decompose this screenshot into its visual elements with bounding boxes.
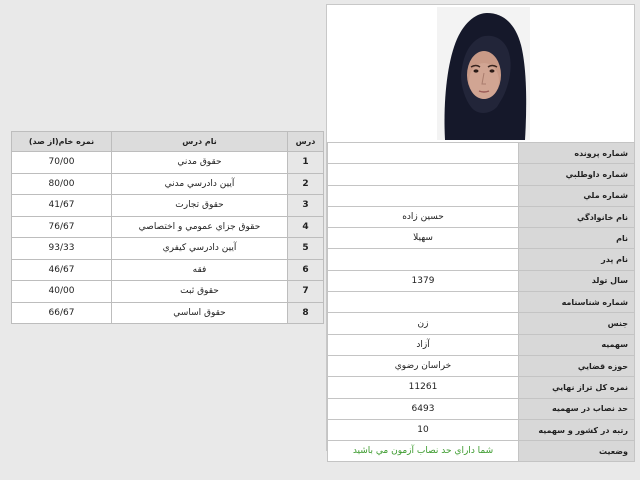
- score-cell: 46/67: [12, 259, 112, 281]
- candidate-number-value: [328, 164, 519, 185]
- quota-value: آزاد: [328, 334, 519, 355]
- final-total-score-value: 11261: [328, 377, 519, 398]
- info-row: [328, 164, 635, 185]
- score-cell: 40/00: [12, 281, 112, 303]
- id-card-number-value: [328, 292, 519, 313]
- info-row: [328, 419, 635, 440]
- status-label: وضعيت: [519, 441, 635, 462]
- father-name-value: [328, 249, 519, 270]
- subject-cell: آيين دادرسي كيفري: [112, 238, 288, 260]
- first-name-label: نام: [519, 228, 635, 249]
- rank-value: 10: [328, 419, 519, 440]
- info-row: [328, 313, 635, 334]
- birth-year-value: 1379: [328, 270, 519, 291]
- gender-value: زن: [328, 313, 519, 334]
- row-number-cell: 2: [288, 173, 324, 195]
- id-card-number-label: شماره شناسنامه: [519, 292, 635, 313]
- info-row: [328, 377, 635, 398]
- status-value: شما داراي حد نصاب آزمون مي باشيد: [328, 441, 519, 462]
- info-row: [328, 185, 635, 206]
- subject-cell: حقوق مدني: [112, 152, 288, 174]
- profile-panel: [326, 4, 635, 457]
- table-row: [12, 259, 324, 281]
- score-cell: 66/67: [12, 302, 112, 324]
- table-row: [12, 281, 324, 303]
- info-row: [328, 270, 635, 291]
- quota-threshold-label: حد نصاب در سهميه: [519, 398, 635, 419]
- row-number-cell: 8: [288, 302, 324, 324]
- table-row: [12, 238, 324, 260]
- candidate-info-table: [327, 142, 635, 462]
- table-row: [12, 302, 324, 324]
- national-id-value: [328, 185, 519, 206]
- subject-column-header: نام درس: [112, 132, 288, 152]
- info-row: [328, 292, 635, 313]
- info-row: [328, 249, 635, 270]
- subject-cell: فقه: [112, 259, 288, 281]
- subject-cell: حقوق تجارت: [112, 195, 288, 217]
- info-row: [328, 398, 635, 419]
- info-row: [328, 355, 635, 376]
- row-number-cell: 3: [288, 195, 324, 217]
- info-row: [328, 228, 635, 249]
- file-number-value: [328, 143, 519, 164]
- national-id-label: شماره ملي: [519, 185, 635, 206]
- candidate-number-label: شماره داوطلبي: [519, 164, 635, 185]
- score-column-header: نمره خام(از صد): [12, 132, 112, 152]
- file-number-label: شماره پرونده: [519, 143, 635, 164]
- score-cell: 41/67: [12, 195, 112, 217]
- row-number-cell: 1: [288, 152, 324, 174]
- row-number-column-header: درس: [288, 132, 324, 152]
- row-number-cell: 5: [288, 238, 324, 260]
- quota-label: سهميه: [519, 334, 635, 355]
- info-row: [328, 143, 635, 164]
- row-number-cell: 6: [288, 259, 324, 281]
- table-row: [12, 195, 324, 217]
- quota-threshold-value: 6493: [328, 398, 519, 419]
- birth-year-label: سال تولد: [519, 270, 635, 291]
- subject-cell: حقوق ثبت: [112, 281, 288, 303]
- rank-label: رتبه در كشور و سهميه: [519, 419, 635, 440]
- final-total-score-label: نمره كل تراز نهايي: [519, 377, 635, 398]
- row-number-cell: 7: [288, 281, 324, 303]
- subject-cell: آيين دادرسي مدني: [112, 173, 288, 195]
- candidate-photo: [437, 7, 530, 140]
- score-cell: 76/67: [12, 216, 112, 238]
- info-row: [328, 334, 635, 355]
- candidate-photo-image: [437, 7, 530, 140]
- score-cell: 93/33: [12, 238, 112, 260]
- info-row: [328, 441, 635, 462]
- score-cell: 80/00: [12, 173, 112, 195]
- table-row: [12, 152, 324, 174]
- table-row: [12, 216, 324, 238]
- last-name-label: نام خانوادگي: [519, 206, 635, 227]
- judicial-district-label: حوزه قضايي: [519, 355, 635, 376]
- father-name-label: نام پدر: [519, 249, 635, 270]
- gender-label: جنس: [519, 313, 635, 334]
- first-name-value: سهيلا: [328, 228, 519, 249]
- judicial-district-value: خراسان رضوي: [328, 355, 519, 376]
- scores-header-row: [12, 132, 324, 152]
- last-name-value: حسين زاده: [328, 206, 519, 227]
- row-number-cell: 4: [288, 216, 324, 238]
- table-row: [12, 173, 324, 195]
- subject-cell: حقوق جزاي عمومي و اختصاصي: [112, 216, 288, 238]
- score-cell: 70/00: [12, 152, 112, 174]
- subject-cell: حقوق اساسي: [112, 302, 288, 324]
- scores-table: [11, 131, 324, 324]
- info-row: [328, 206, 635, 227]
